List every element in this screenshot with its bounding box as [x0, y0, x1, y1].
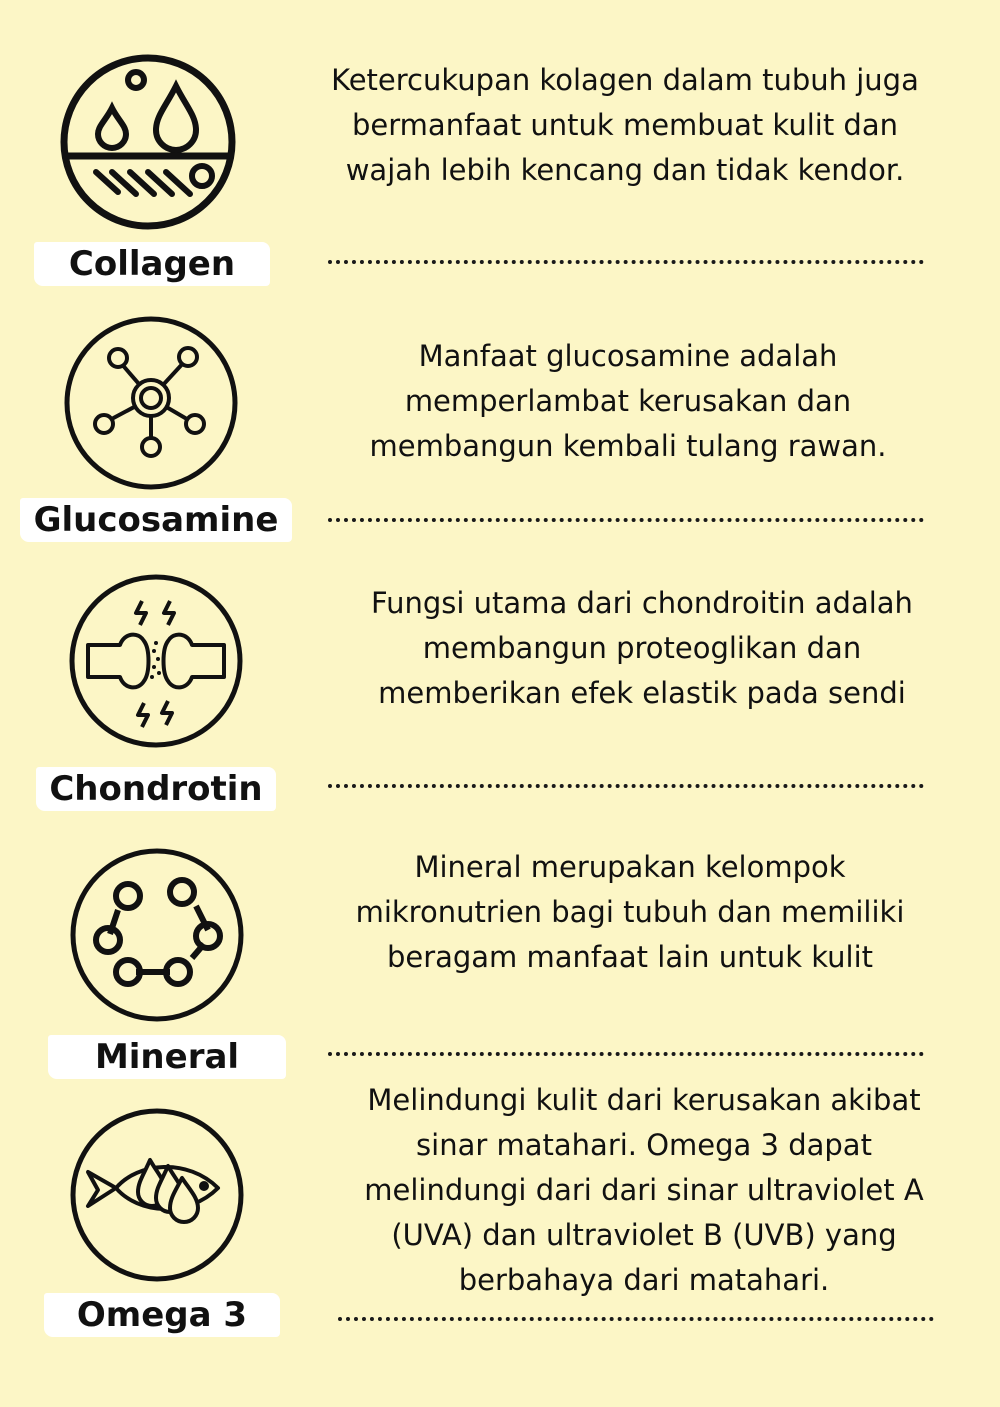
- nutrient-label: Omega 3: [44, 1293, 280, 1337]
- dotted-divider: [328, 1052, 924, 1056]
- dotted-divider: [328, 260, 924, 264]
- nutrient-label: Glucosamine: [20, 498, 292, 542]
- nutrient-description: Manfaat glucosamine adalah memperlambat kerusakan dan membangun kembali tulang rawan.: [369, 339, 887, 463]
- nutrient-label: Collagen: [34, 242, 270, 286]
- nutrient-description: Fungsi utama dari chondroitin adalah membangun proteoglikan dan memberikan efek elastik pada sendi: [371, 586, 913, 710]
- nutrient-description: Ketercukupan kolagen dalam tubuh juga bermanfaat untuk membuat kulit dan wajah lebih kencang dan tidak kendor.: [331, 63, 919, 187]
- dotted-divider: [338, 1317, 934, 1321]
- collagen-drops-icon: [56, 50, 240, 234]
- nutrient-label: Mineral: [48, 1035, 286, 1079]
- dotted-divider: [328, 518, 924, 522]
- nutrient-description: Melindungi kulit dari kerusakan akibat sinar matahari. Omega 3 dapat melindungi dari dari sinar ultraviolet A (UVA) dan ultraviolet B (UVB) yang berbahaya dari matahari.: [364, 1083, 924, 1297]
- nutrient-label: Chondrotin: [36, 767, 276, 811]
- nutrient-description: Mineral merupakan kelompok mikronutrien bagi tubuh dan memiliki beragam manfaat lain untuk kulit: [355, 850, 905, 974]
- fish-oil-icon: [68, 1106, 246, 1284]
- dotted-divider: [328, 784, 924, 788]
- mineral-ring-icon: [68, 846, 246, 1024]
- molecule-icon: [62, 314, 240, 492]
- joint-icon: [68, 573, 244, 749]
